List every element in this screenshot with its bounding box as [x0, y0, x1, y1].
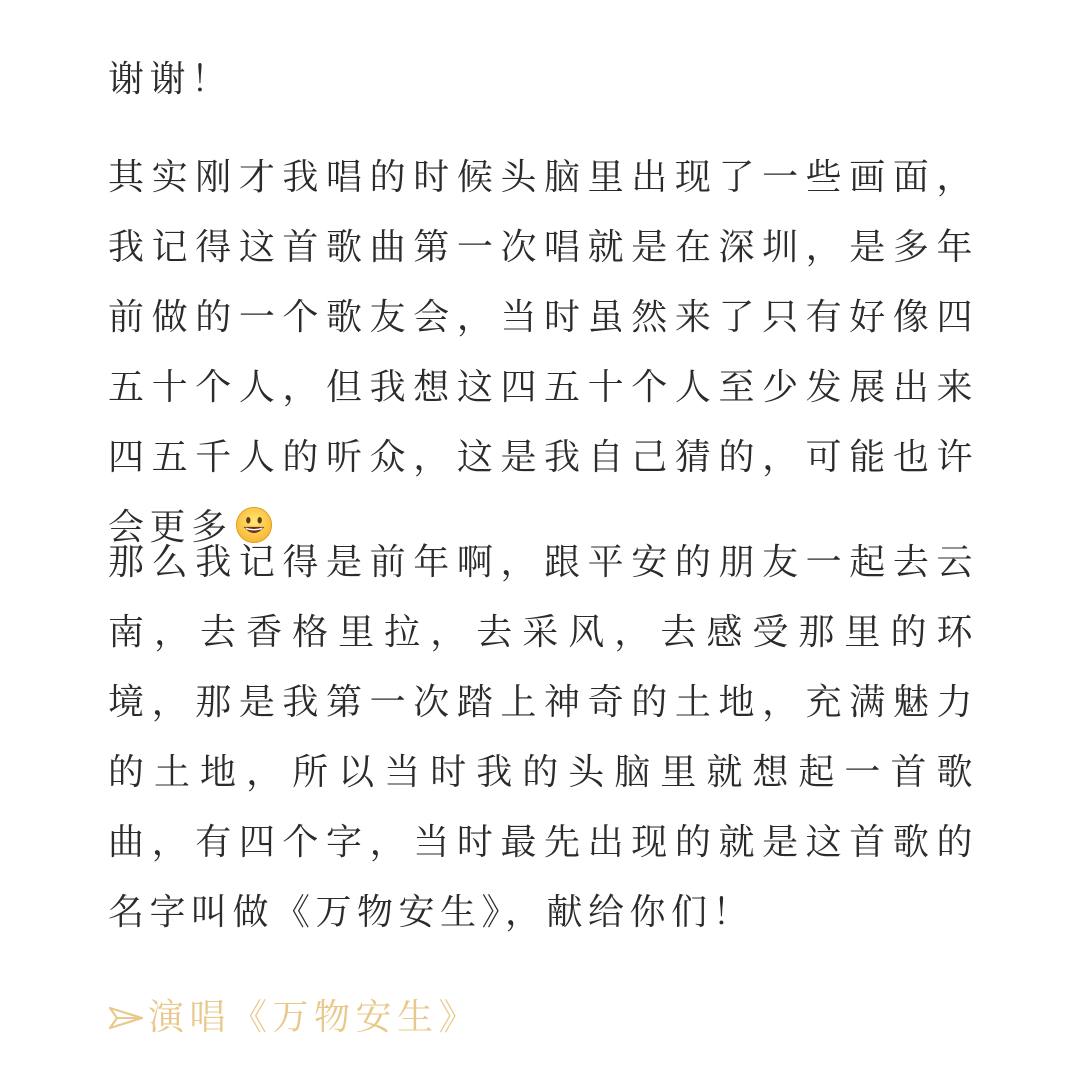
paragraph-1-text: 其实刚才我唱的时候头脑里出现了一些画面，我记得这首歌曲第一次唱就是在深圳，是多年前做的一个歌友会，当时虽然来了只有好像四五十个人，但我想这四五十个人至少发展出来四五千人的听众，这是我自己猜的，可能也许会更多	[108, 157, 978, 548]
performance-caption	[108, 983, 978, 1053]
arrow-icon	[108, 1004, 144, 1032]
paragraph-2: 那么我记得是前年啊，跟平安的朋友一起去云南，去香格里拉，去采风，去感受那里的环境，那是我第一次踏上神奇的土地，充满魅力的土地，所以当时我的头脑里就想起一首歌曲，有四个字，当时最先出现的就是这首歌的名字叫做《万物安生》，献给你们！	[108, 542, 978, 933]
thanks-text: 谢谢！	[108, 59, 233, 100]
paragraph-1	[108, 143, 978, 563]
performance-caption-text: 演唱《万物安生》	[148, 997, 481, 1038]
